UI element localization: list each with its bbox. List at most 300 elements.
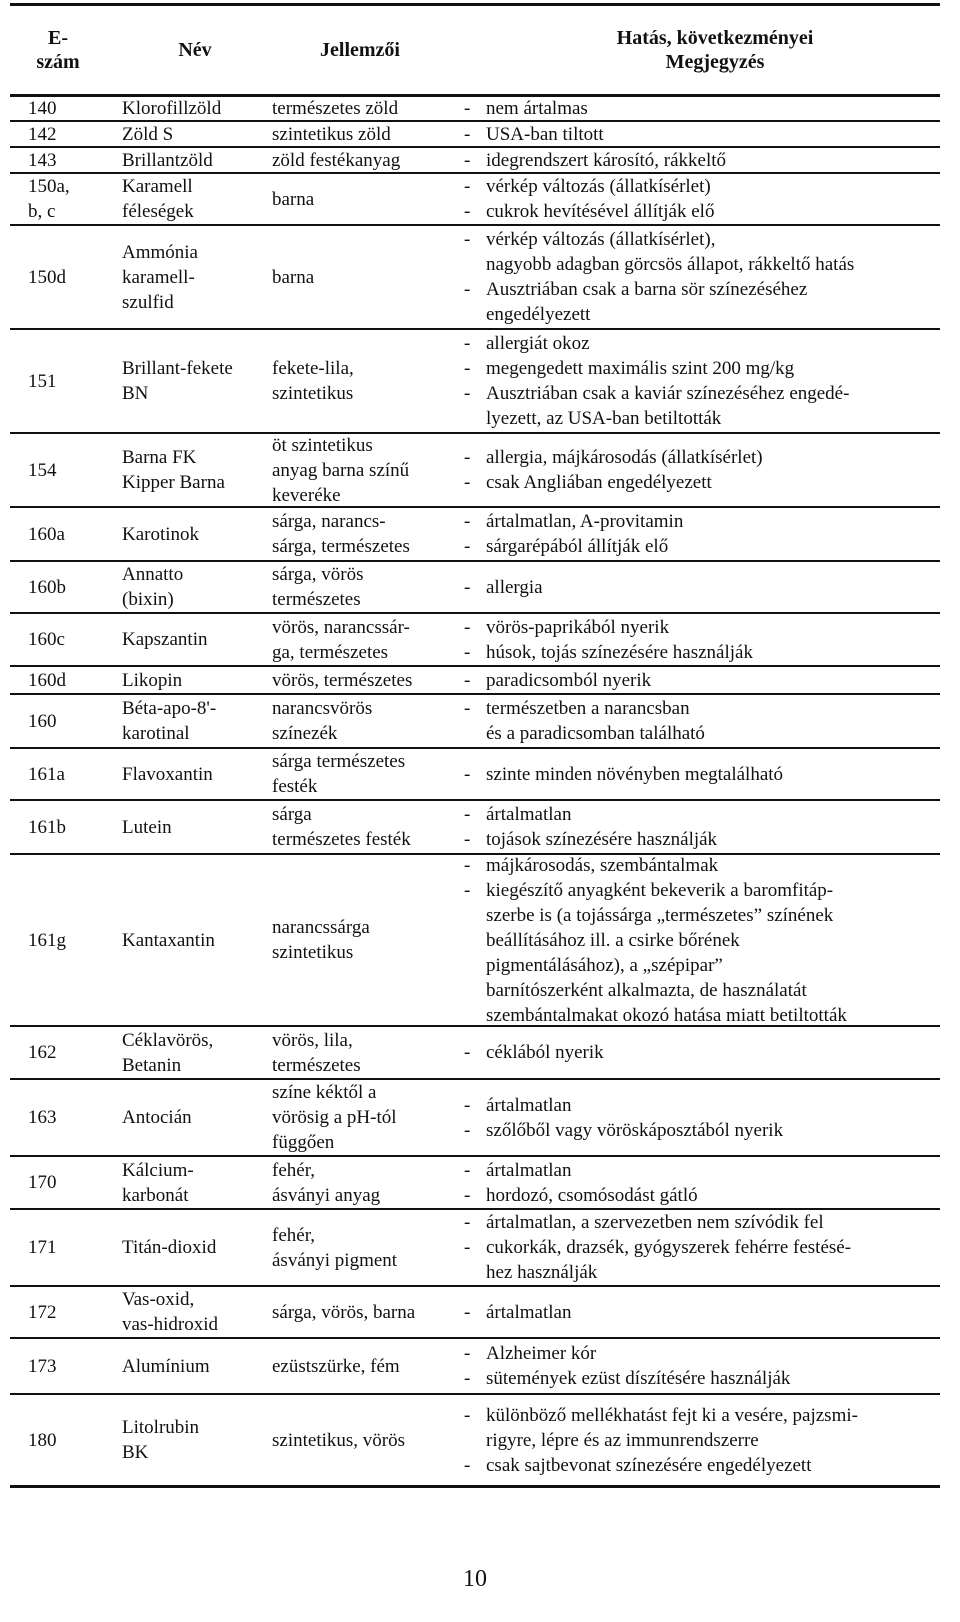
effect-line — [464, 640, 934, 665]
table-row — [10, 1080, 940, 1157]
bullet-dash: - — [464, 1368, 471, 1389]
effect-text: ártalmatlan — [486, 1094, 572, 1116]
e-code-cell — [28, 122, 110, 146]
name-text: vas-hidroxid — [122, 1314, 219, 1335]
e-code-cell — [28, 749, 110, 799]
characteristics-cell — [272, 122, 462, 146]
effect-text: hordozó, csomósodást gátló — [486, 1184, 698, 1206]
name-cell — [122, 434, 272, 506]
characteristics-text: ásványi pigment — [272, 1249, 398, 1271]
e-code-cell — [28, 614, 110, 665]
effect-text: idegrendszert károsító, rákkeltő — [486, 149, 727, 171]
characteristics-text: anyag barna színű — [272, 459, 410, 481]
characteristics-text: szintetikus — [272, 383, 354, 404]
name-text: Brillantzöld — [122, 149, 213, 171]
effect-text: nagyobb adagban görcsös állapot, rákkeltő hatás — [486, 254, 855, 275]
name-cell — [122, 1080, 272, 1155]
bullet-dash: - — [464, 447, 471, 468]
effect-line — [464, 227, 934, 252]
table-row — [10, 1027, 940, 1080]
effect-line — [464, 1040, 934, 1065]
e-code-text: 173 — [28, 1355, 57, 1377]
bullet-dash: - — [464, 1042, 471, 1063]
name-text: szulfid — [122, 291, 174, 313]
effect-cell — [464, 148, 934, 172]
name-text: Kálcium- — [122, 1159, 194, 1181]
effect-text: cukorkák, drazsék, gyógyszerek fehérre festésé- — [486, 1237, 852, 1258]
characteristics-cell — [272, 330, 462, 432]
effect-cell — [464, 667, 934, 693]
e-code-text: b, c — [28, 201, 56, 222]
characteristics-text: természetes — [272, 589, 361, 610]
bullet-dash: - — [464, 149, 471, 171]
name-text: karotinal — [122, 723, 190, 744]
characteristics-text: természetes festék — [272, 829, 411, 850]
effect-cell — [464, 855, 934, 1025]
effect-text: különböző mellékhatást fejt ki a vesére, pajzsmi- — [486, 1404, 858, 1426]
effect-text: csak Angliában engedélyezett — [486, 472, 712, 493]
e-code-cell — [28, 695, 110, 747]
table-header — [10, 14, 940, 92]
bullet-dash: - — [464, 536, 471, 557]
characteristics-cell — [272, 148, 462, 172]
effect-line — [464, 445, 934, 470]
effect-line — [464, 1118, 934, 1143]
characteristics-cell — [272, 749, 462, 799]
effect-line — [464, 878, 934, 903]
bullet-dash: - — [464, 1404, 471, 1426]
bullet-dash: - — [464, 879, 471, 901]
effect-text: hez használják — [486, 1262, 598, 1283]
table-row — [10, 1287, 940, 1339]
characteristics-text: sárga természetes — [272, 751, 406, 772]
e-code-cell — [28, 1287, 110, 1337]
name-cell — [122, 1210, 272, 1285]
effect-text: sütemények ezüst díszítésére használják — [486, 1368, 791, 1389]
effect-line — [464, 1210, 934, 1235]
effect-text: rigyre, lépre és az immunrendszerre — [486, 1429, 759, 1451]
e-code-text: 160 — [28, 710, 57, 732]
name-cell — [122, 1395, 272, 1485]
effect-text: szőlőből vagy vöröskáposztából nyerik — [486, 1119, 784, 1141]
bullet-dash: - — [464, 383, 471, 404]
name-text: Annatto — [122, 564, 184, 585]
effect-text: pigmentálásához), a „szépipar” — [486, 954, 723, 976]
effect-text: allergiát okoz — [486, 333, 590, 354]
name-text: (bixin) — [122, 589, 174, 610]
bullet-dash: - — [464, 511, 471, 532]
characteristics-text: barna — [272, 266, 315, 288]
table-row — [10, 174, 940, 226]
characteristics-text: természetes — [272, 1054, 361, 1076]
effect-cell — [464, 1287, 934, 1337]
effect-line — [464, 302, 934, 327]
effect-cell — [464, 97, 934, 120]
bullet-dash: - — [464, 616, 471, 638]
characteristics-text: sárga, természetes — [272, 536, 410, 557]
effect-cell — [464, 562, 934, 612]
effect-line — [464, 122, 934, 147]
characteristics-text: vörös, természetes — [272, 669, 413, 691]
name-cell — [122, 749, 272, 799]
effect-cell — [464, 1395, 934, 1485]
bullet-dash: - — [464, 1454, 471, 1476]
effect-text: Alzheimer kór — [486, 1343, 597, 1364]
characteristics-text: zöld festékanyag — [272, 149, 401, 171]
characteristics-text: narancssárga — [272, 917, 370, 938]
name-cell — [122, 97, 272, 120]
bullet-dash: - — [464, 763, 471, 785]
bullet-dash: - — [464, 1237, 471, 1258]
e-code-text: 142 — [28, 123, 57, 145]
effect-cell — [464, 1027, 934, 1078]
characteristics-cell — [272, 562, 462, 612]
effect-line — [464, 903, 934, 928]
effect-text: húsok, tojás színezésére használják — [486, 641, 753, 663]
effect-cell — [464, 1339, 934, 1393]
bullet-dash: - — [464, 201, 471, 222]
name-cell — [122, 148, 272, 172]
e-code-text: 161a — [28, 763, 65, 785]
characteristics-text: vörös, narancssár- — [272, 616, 410, 638]
effect-cell — [464, 122, 934, 146]
name-cell — [122, 855, 272, 1025]
characteristics-cell — [272, 508, 462, 560]
effect-text: ártalmatlan — [486, 1301, 572, 1323]
e-code-text: 150a, — [28, 176, 70, 197]
header-jellemzoi: Jellemzői — [320, 39, 400, 61]
characteristics-text: keveréke — [272, 484, 341, 506]
header-e-szam: E- szám — [36, 27, 80, 73]
table-row — [10, 97, 940, 122]
effect-text: megengedett maximális szint 200 mg/kg — [486, 358, 795, 379]
e-code-text: 163 — [28, 1107, 57, 1128]
name-text: Titán-dioxid — [122, 1237, 217, 1258]
characteristics-text: ga, természetes — [272, 641, 389, 663]
characteristics-text: színe kéktől a — [272, 1082, 377, 1103]
header-hatas: Hatás, következményei Megjegyzés — [616, 27, 814, 73]
characteristics-text: fekete-lila, — [272, 358, 354, 379]
effect-text: USA-ban tiltott — [486, 123, 604, 145]
name-cell — [122, 614, 272, 665]
effect-cell — [464, 330, 934, 432]
e-code-text: 143 — [28, 149, 57, 171]
e-code-cell — [28, 1027, 110, 1078]
effect-line — [464, 356, 934, 381]
e-code-cell — [28, 226, 110, 328]
effect-text: kiegészítő anyagként bekeverik a baromfitáp- — [486, 879, 834, 901]
e-code-text: 160a — [28, 523, 65, 545]
effect-line — [464, 1235, 934, 1260]
characteristics-text: függően — [272, 1132, 335, 1153]
effect-line — [464, 1183, 934, 1208]
effect-text: allergia — [486, 576, 543, 598]
table-row — [10, 695, 940, 749]
effect-line — [464, 470, 934, 495]
characteristics-cell — [272, 1027, 462, 1078]
effect-text: barnítószerként alkalmazta, de használatát — [486, 979, 807, 1001]
table-row — [10, 148, 940, 174]
effect-text: és a paradicsomban található — [486, 723, 705, 744]
name-text: Vas-oxid, — [122, 1289, 195, 1310]
name-cell — [122, 801, 272, 853]
bullet-dash: - — [464, 1301, 471, 1323]
effect-line — [464, 1300, 934, 1325]
name-text: Kantaxantin — [122, 929, 215, 951]
e-code-text: 150d — [28, 266, 66, 288]
characteristics-text: fehér, — [272, 1159, 316, 1181]
name-cell — [122, 122, 272, 146]
effect-line — [464, 534, 934, 559]
effect-text: vérkép változás (állatkísérlet) — [486, 176, 711, 197]
name-text: Likopin — [122, 669, 183, 691]
effect-line — [464, 199, 934, 224]
effect-line — [464, 406, 934, 431]
name-cell — [122, 695, 272, 747]
characteristics-cell — [272, 855, 462, 1025]
effect-cell — [464, 174, 934, 224]
e-code-cell — [28, 330, 110, 432]
bullet-dash: - — [464, 641, 471, 663]
name-cell — [122, 508, 272, 560]
name-text: féleségek — [122, 201, 194, 222]
e-code-cell — [28, 1157, 110, 1208]
bullet-dash: - — [464, 829, 471, 850]
table-row — [10, 1157, 940, 1210]
e-code-text: 172 — [28, 1301, 57, 1323]
e-code-cell — [28, 855, 110, 1025]
effect-line — [464, 1341, 934, 1366]
effect-line — [464, 1003, 934, 1028]
name-text: Kapszantin — [122, 629, 208, 650]
characteristics-cell — [272, 1287, 462, 1337]
bullet-dash: - — [464, 229, 471, 250]
name-cell — [122, 1339, 272, 1393]
name-text: karamell- — [122, 266, 195, 288]
name-text: BN — [122, 383, 149, 404]
characteristics-text: sárga, vörös, barna — [272, 1301, 416, 1323]
table-row — [10, 330, 940, 434]
characteristics-cell — [272, 226, 462, 328]
bullet-dash: - — [464, 123, 471, 145]
characteristics-text: vörös, lila, — [272, 1029, 353, 1051]
effect-line — [464, 331, 934, 356]
characteristics-text: narancsvörös — [272, 698, 373, 719]
effect-line — [464, 1093, 934, 1118]
effect-line — [464, 953, 934, 978]
effect-text: engedélyezett — [486, 304, 591, 325]
effect-line — [464, 381, 934, 406]
e-code-text: 171 — [28, 1237, 57, 1258]
e-code-cell — [28, 148, 110, 172]
characteristics-cell — [272, 174, 462, 224]
bullet-dash: - — [464, 1119, 471, 1141]
effect-cell — [464, 1080, 934, 1155]
characteristics-cell — [272, 695, 462, 747]
bullet-dash: - — [464, 804, 471, 825]
bullet-dash: - — [464, 176, 471, 197]
name-cell — [122, 1287, 272, 1337]
table-row — [10, 1339, 940, 1395]
e-code-text: 161b — [28, 816, 66, 838]
top-rule — [10, 3, 940, 6]
characteristics-text: barna — [272, 188, 315, 210]
name-cell — [122, 330, 272, 432]
table-row — [10, 508, 940, 562]
effect-line — [464, 509, 934, 534]
effect-cell — [464, 801, 934, 853]
bullet-dash: - — [464, 669, 471, 691]
e-code-cell — [28, 1080, 110, 1155]
name-text: Zöld S — [122, 123, 174, 145]
effect-line — [464, 174, 934, 199]
effect-cell — [464, 434, 934, 506]
bullet-dash: - — [464, 1212, 471, 1233]
effect-line — [464, 1403, 934, 1428]
effect-text: céklából nyerik — [486, 1042, 604, 1063]
header-nev: Név — [178, 39, 212, 61]
effect-text: nem ártalmas — [486, 98, 588, 119]
effect-line — [464, 1158, 934, 1183]
effect-line — [464, 827, 934, 852]
name-text: Béta-apo-8'- — [122, 698, 217, 719]
effect-text: Ausztriában csak a kaviár színezéséhez engedé- — [486, 383, 850, 404]
bullet-dash: - — [464, 1343, 471, 1364]
effect-cell — [464, 226, 934, 328]
e-code-cell — [28, 1210, 110, 1285]
characteristics-cell — [272, 614, 462, 665]
effect-line — [464, 96, 934, 121]
name-text: Alumínium — [122, 1355, 210, 1377]
name-text: Antocián — [122, 1107, 192, 1128]
effect-text: tojások színezésére használják — [486, 829, 718, 850]
bullet-dash: - — [464, 358, 471, 379]
e-code-text: 140 — [28, 98, 57, 119]
table-row — [10, 614, 940, 667]
effect-line — [464, 277, 934, 302]
characteristics-text: sárga — [272, 804, 312, 825]
table-row — [10, 226, 940, 330]
table-row — [10, 122, 940, 148]
name-text: Karamell — [122, 176, 193, 197]
bullet-dash: - — [464, 854, 471, 876]
name-cell — [122, 226, 272, 328]
e-code-text: 160b — [28, 576, 66, 598]
name-text: Karotinok — [122, 523, 200, 545]
e-code-text: 161g — [28, 929, 66, 951]
table-row — [10, 434, 940, 508]
effect-line — [464, 1260, 934, 1285]
bullet-dash: - — [464, 1094, 471, 1116]
table-row — [10, 1395, 940, 1488]
name-text: Litolrubin — [122, 1417, 200, 1438]
characteristics-cell — [272, 97, 462, 120]
characteristics-text: szintetikus — [272, 942, 354, 963]
table-row — [10, 801, 940, 855]
effect-text: ártalmatlan, A-provitamin — [486, 511, 684, 532]
effect-text: szerbe is (a tojássárga „természetes” színének — [486, 904, 834, 926]
effect-text: csak sajtbevonat színezésére engedélyezett — [486, 1454, 812, 1476]
name-cell — [122, 174, 272, 224]
effect-text: ártalmatlan, a szervezetben nem szívódik fel — [486, 1212, 824, 1233]
effect-cell — [464, 614, 934, 665]
characteristics-text: ezüstszürke, fém — [272, 1355, 400, 1377]
characteristics-text: szintetikus, vörös — [272, 1429, 405, 1451]
bullet-dash: - — [464, 279, 471, 300]
characteristics-cell — [272, 434, 462, 506]
effect-cell — [464, 695, 934, 747]
e-code-text: 160c — [28, 629, 65, 650]
characteristics-text: színezék — [272, 723, 338, 744]
e-code-text: 180 — [28, 1429, 57, 1451]
characteristics-text: sárga, narancs- — [272, 511, 386, 532]
effect-cell — [464, 1157, 934, 1208]
effect-cell — [464, 508, 934, 560]
name-text: Betanin — [122, 1054, 182, 1076]
e-code-cell — [28, 1339, 110, 1393]
page-number: 10 — [463, 1566, 487, 1592]
effect-text: sárgarépából állítják elő — [486, 536, 669, 557]
e-code-cell — [28, 174, 110, 224]
characteristics-cell — [272, 667, 462, 693]
effect-text: szinte minden növényben megtalálható — [486, 763, 784, 785]
bullet-dash: - — [464, 1159, 471, 1181]
e-code-text: 162 — [28, 1042, 57, 1063]
effect-line — [464, 853, 934, 878]
table-row — [10, 749, 940, 801]
e-code-cell — [28, 508, 110, 560]
bullet-dash: - — [464, 698, 471, 719]
effect-text: májkárosodás, szembántalmak — [486, 854, 719, 876]
effect-cell — [464, 1210, 934, 1285]
effect-line — [464, 1366, 934, 1391]
name-text: Klorofillzöld — [122, 98, 222, 119]
e-code-cell — [28, 434, 110, 506]
effect-line — [464, 148, 934, 173]
effect-line — [464, 615, 934, 640]
name-text: Ammónia — [122, 241, 198, 263]
e-code-cell — [28, 97, 110, 120]
characteristics-text: ásványi anyag — [272, 1184, 381, 1206]
effect-text: vérkép változás (állatkísérlet), — [486, 229, 716, 250]
effect-text: vörös-paprikából nyerik — [486, 616, 670, 638]
effect-text: természetben a narancsban — [486, 698, 690, 719]
name-text: Lutein — [122, 816, 172, 838]
effect-text: cukrok hevítésével állítják elő — [486, 201, 715, 222]
bullet-dash: - — [464, 98, 471, 119]
effect-text: beállításához ill. a csirke bőrének — [486, 929, 740, 951]
characteristics-cell — [272, 1157, 462, 1208]
characteristics-cell — [272, 1395, 462, 1485]
name-cell — [122, 1027, 272, 1078]
effect-line — [464, 928, 934, 953]
name-text: BK — [122, 1442, 149, 1463]
characteristics-text: sárga, vörös — [272, 564, 364, 585]
name-text: Kipper Barna — [122, 472, 225, 493]
table-row — [10, 562, 940, 614]
effect-line — [464, 668, 934, 693]
bullet-dash: - — [464, 576, 471, 598]
bullet-dash: - — [464, 472, 471, 493]
table-row — [10, 1210, 940, 1287]
table-row — [10, 667, 940, 695]
e-code-cell — [28, 801, 110, 853]
effect-text: Ausztriában csak a barna sör színezéséhez — [486, 279, 808, 300]
effect-cell — [464, 749, 934, 799]
effect-line — [464, 575, 934, 600]
e-code-text: 151 — [28, 370, 57, 392]
effect-text: allergia, májkárosodás (állatkísérlet) — [486, 447, 763, 468]
